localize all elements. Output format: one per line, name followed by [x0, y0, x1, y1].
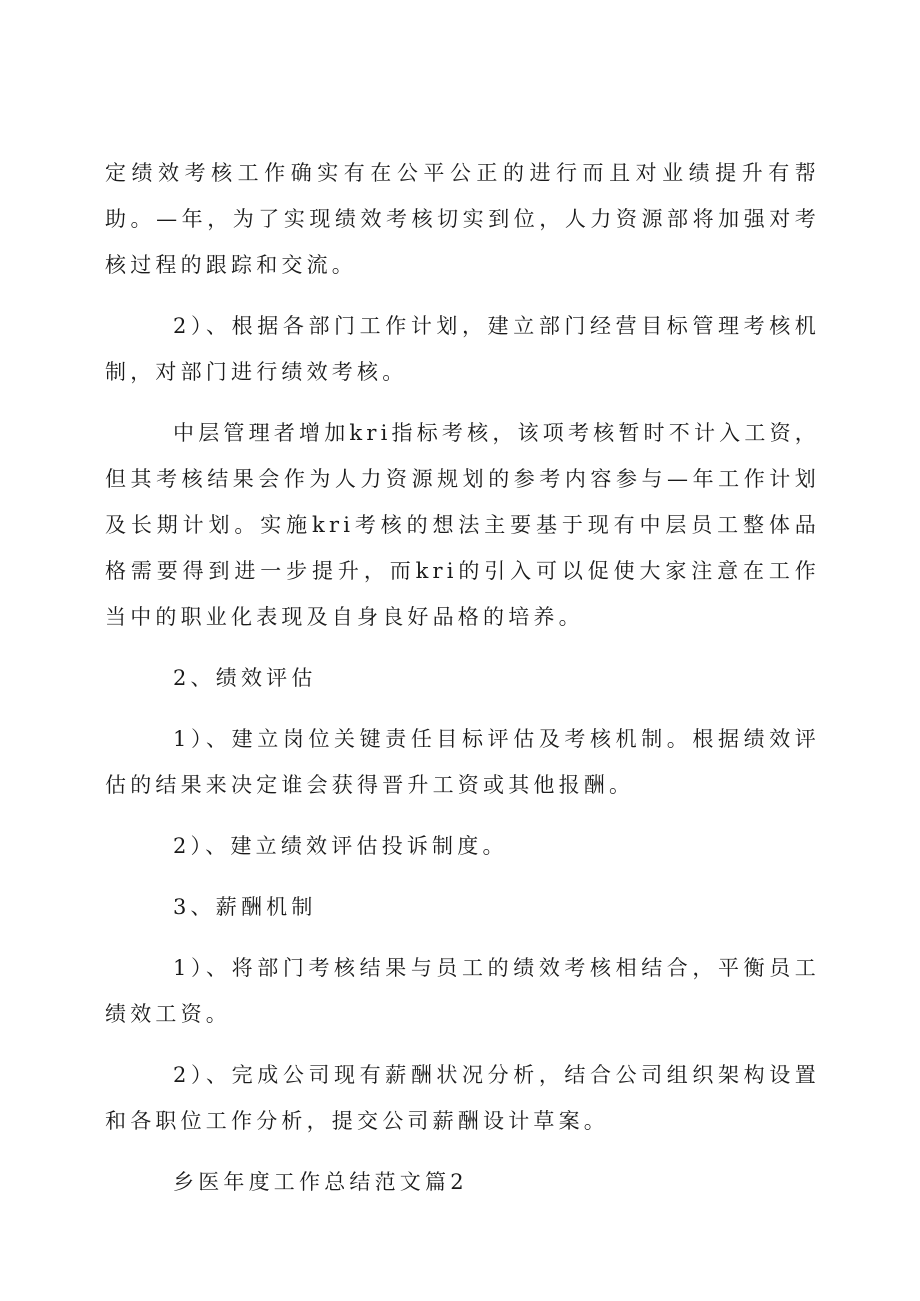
paragraph-combine-assessment: 1）、将部门考核结果与员工的绩效考核相结合，平衡员工绩效工资。 [105, 956, 820, 1026]
paragraph-kri-assessment: 中层管理者增加kri指标考核，该项考核暂时不计入工资，但其考核结果会作为人力资源规划的参考内容参与—年工作计划及长期计划。实施kri考核的想法主要基于现有中层员工整体品格需要得到进一步提升，而kri的引入可以促使大家注意在工作当中的职业化表现及自身良好品格的培养。 [105, 421, 820, 629]
paragraph-salary-analysis: 2）、完成公司现有薪酬状况分析，结合公司组织架构设置和各职位工作分析，提交公司薪酬设计草案。 [105, 1063, 820, 1133]
article-title-part-2: 乡医年度工作总结范文篇2 [173, 1170, 468, 1194]
paragraph-dept-assessment: 2）、根据各部门工作计划，建立部门经营目标管理考核机制，对部门进行绩效考核。 [105, 314, 820, 384]
document-body [105, 150, 820, 1220]
paragraph-evaluation-mechanism: 1）、建立岗位关键责任目标评估及考核机制。根据绩效评估的结果来决定谁会获得晋升工资或其他报酬。 [105, 727, 820, 797]
paragraph-complaint-system: 2）、建立绩效评估投诉制度。 [173, 834, 508, 858]
section-heading-performance-evaluation: 2、绩效评估 [173, 666, 317, 690]
section-heading-compensation: 3、薪酬机制 [173, 895, 317, 919]
paragraph-continuation: 定绩效考核工作确实有在公平公正的进行而且对业绩提升有帮助。—年，为了实现绩效考核切实到位，人力资源部将加强对考核过程的跟踪和交流。 [105, 161, 820, 277]
